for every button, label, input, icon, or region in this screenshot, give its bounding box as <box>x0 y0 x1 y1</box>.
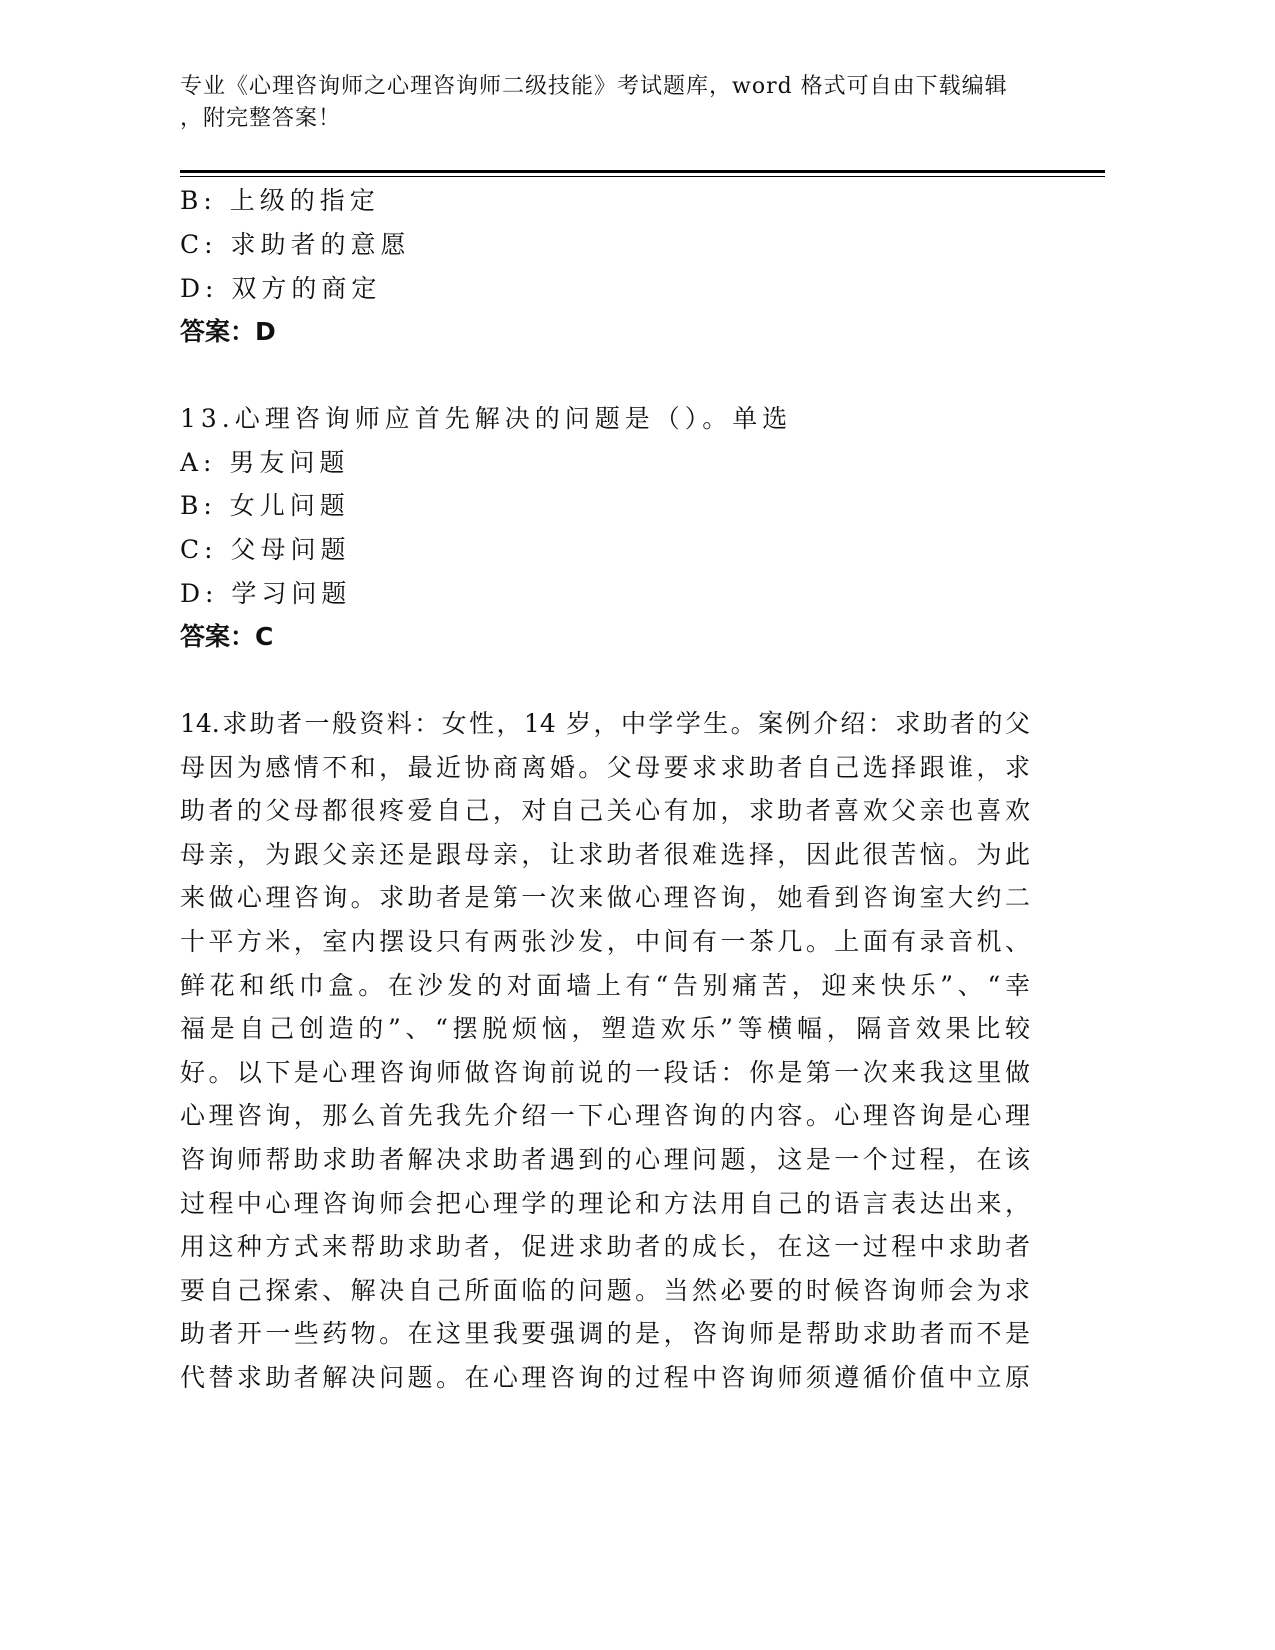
answer: 答案：C <box>180 622 274 651</box>
header-line-2: ，附完整答案！ <box>180 106 342 131</box>
paragraph-line: 好。以下是心理咨询师做咨询前说的一段话：你是第一次来我这里做 <box>180 1058 1030 1087</box>
paragraph-line: 14.求助者一般资料：女性，14 岁，中学学生。案例介绍：求助者的父 <box>180 709 1030 738</box>
paragraph-line: 用这种方式来帮助求助者，促进求助者的成长，在这一过程中求助者 <box>180 1232 1030 1261</box>
header-rule-thick <box>180 170 1105 173</box>
paragraph-line: 过程中心理咨询师会把心理学的理论和方法用自己的语言表达出来， <box>180 1189 1030 1218</box>
paragraph-line: 来做心理咨询。求助者是第一次来做心理咨询，她看到咨询室大约二 <box>180 883 1030 912</box>
option-b: B: 女儿问题 <box>180 491 350 520</box>
paragraph-line: 母亲，为跟父亲还是跟母亲，让求助者很难选择，因此很苦恼。为此 <box>180 840 1030 869</box>
option-a: A: 男友问题 <box>180 448 350 477</box>
answer: 答案：D <box>180 317 276 346</box>
paragraph-line: 代替求助者解决问题。在心理咨询的过程中咨询师须遵循价值中立原 <box>180 1363 1030 1392</box>
paragraph-line: 心理咨询，那么首先我先介绍一下心理咨询的内容。心理咨询是心理 <box>180 1101 1030 1130</box>
option-c: C: 父母问题 <box>180 535 351 564</box>
paragraph-line: 母因为感情不和，最近协商离婚。父母要求求助者自己选择跟谁，求 <box>180 753 1030 782</box>
header-rule-thin <box>180 176 1105 177</box>
paragraph-line: 要自己探索、解决自己所面临的问题。当然必要的时候咨询师会为求 <box>180 1276 1030 1305</box>
paragraph-line: 鲜花和纸巾盒。在沙发的对面墙上有“告别痛苦，迎来快乐”、“幸 <box>180 971 1030 1000</box>
option-b: B: 上级的指定 <box>180 186 380 215</box>
paragraph-line: 福是自己创造的”、“摆脱烦恼，塑造欢乐”等横幅，隔音效果比较 <box>180 1014 1030 1043</box>
paragraph-line: 助者开一些药物。在这里我要强调的是，咨询师是帮助求助者而不是 <box>180 1319 1030 1348</box>
option-c: C: 求助者的意愿 <box>180 230 411 259</box>
paragraph-line: 咨询师帮助求助者解决求助者遇到的心理问题，这是一个过程，在该 <box>180 1145 1030 1174</box>
paragraph-line: 十平方米，室内摆设只有两张沙发，中间有一茶几。上面有录音机、 <box>180 927 1030 956</box>
option-d: D: 学习问题 <box>180 579 352 608</box>
question-text: 13.心理咨询师应首先解决的问题是（）。单选 <box>180 404 793 433</box>
header-line-1: 专业《心理咨询师之心理咨询师二级技能》考试题库，word 格式可自由下载编辑 <box>180 74 1008 99</box>
option-d: D: 双方的商定 <box>180 274 382 303</box>
paragraph-line: 助者的父母都很疼爱自己，对自己关心有加，求助者喜欢父亲也喜欢 <box>180 796 1030 825</box>
